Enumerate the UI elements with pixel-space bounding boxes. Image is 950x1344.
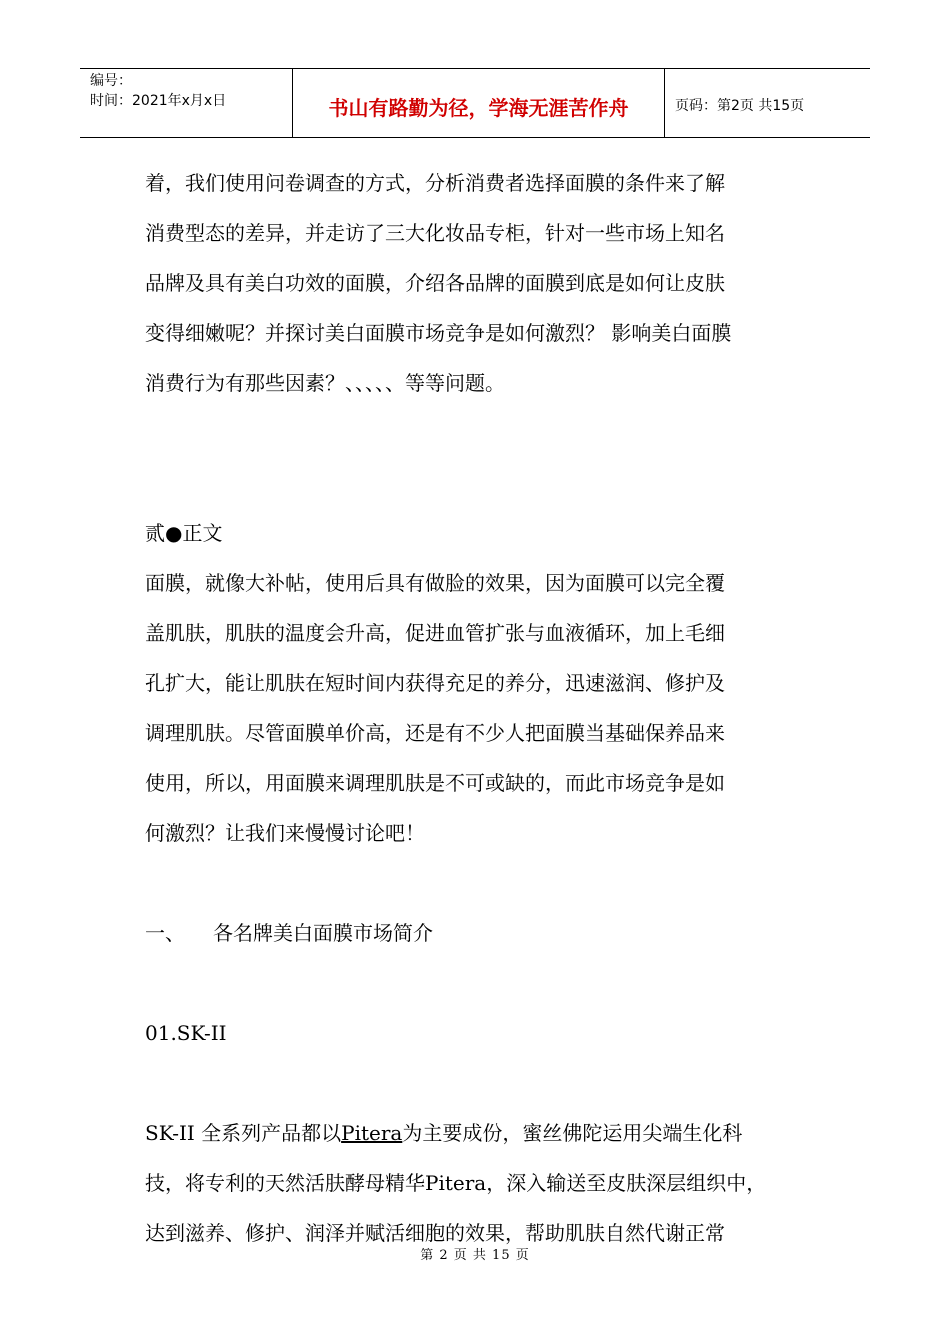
header-meta <box>80 69 293 137</box>
paragraph-line <box>145 1108 825 1158</box>
heading-number: 一、 <box>145 921 185 945</box>
text-segment: 为主要成份，蜜丝佛陀运用尖端生化科 <box>402 1121 743 1145</box>
page-footer: 第 2 页 共 15 页 <box>420 1248 530 1263</box>
paragraph-line: 面膜，就像大补帖，使用后具有做脸的效果，因为面膜可以完全覆 <box>145 571 725 595</box>
page-header <box>80 68 870 138</box>
date-label: 时间：2021年x月x日 <box>90 93 227 109</box>
header-motto: 书山有路勤为径，学海无涯苦作舟 <box>293 69 665 137</box>
paragraph-line: 孔扩大，能让肌肤在短时间内获得充足的养分，迅速滋润、修护及 <box>145 671 725 695</box>
paragraph-line: 达到滋养、修护、润泽并赋活细胞的效果，帮助肌肤自然代谢正常 <box>145 1221 725 1245</box>
paragraph-line: 使用，所以，用面膜来调理肌肤是不可或缺的，而此市场竞争是如 <box>145 771 725 795</box>
paragraph-line: 消费行为有那些因素？、、、、、等等问题。 <box>145 371 505 395</box>
paragraph-line: 变得细嫩呢？并探讨美白面膜市场竞争是如何激烈？ 影响美白面膜 <box>145 321 732 345</box>
paragraph-line: 何激烈？让我们来慢慢讨论吧！ <box>145 821 425 845</box>
header-page-info: 页码：第2页 共15页 <box>675 98 805 114</box>
paragraph-line: 消费型态的差异，并走访了三大化妆品专柜，针对一些市场上知名 <box>145 221 725 245</box>
paragraph-line: 盖肌肤，肌肤的温度会升高，促进血管扩张与血液循环，加上毛细 <box>145 621 725 645</box>
heading-1 <box>145 908 825 958</box>
paragraph-line: 调理肌肤。尽管面膜单价高，还是有不少人把面膜当基础保养品来 <box>145 721 725 745</box>
pitera-link[interactable]: Pitera <box>341 1121 403 1145</box>
document-body <box>145 158 825 1258</box>
paragraph-line: 技，将专利的天然活肤酵母精华Pitera，深入输送至皮肤深层组织中， <box>145 1171 767 1195</box>
subheading: 01.SK-II <box>145 1021 227 1045</box>
number-label: 编号： <box>90 73 132 89</box>
paragraph-line: 着，我们使用问卷调查的方式，分析消费者选择面膜的条件来了解 <box>145 171 725 195</box>
paragraph-line: 品牌及具有美白功效的面膜，介绍各品牌的面膜到底是如何让皮肤 <box>145 271 725 295</box>
heading-text: 各名牌美白面膜市场简介 <box>213 921 433 945</box>
text-segment: SK-II 全系列产品都以 <box>145 1121 342 1145</box>
section-title: 贰●正文 <box>145 521 223 545</box>
